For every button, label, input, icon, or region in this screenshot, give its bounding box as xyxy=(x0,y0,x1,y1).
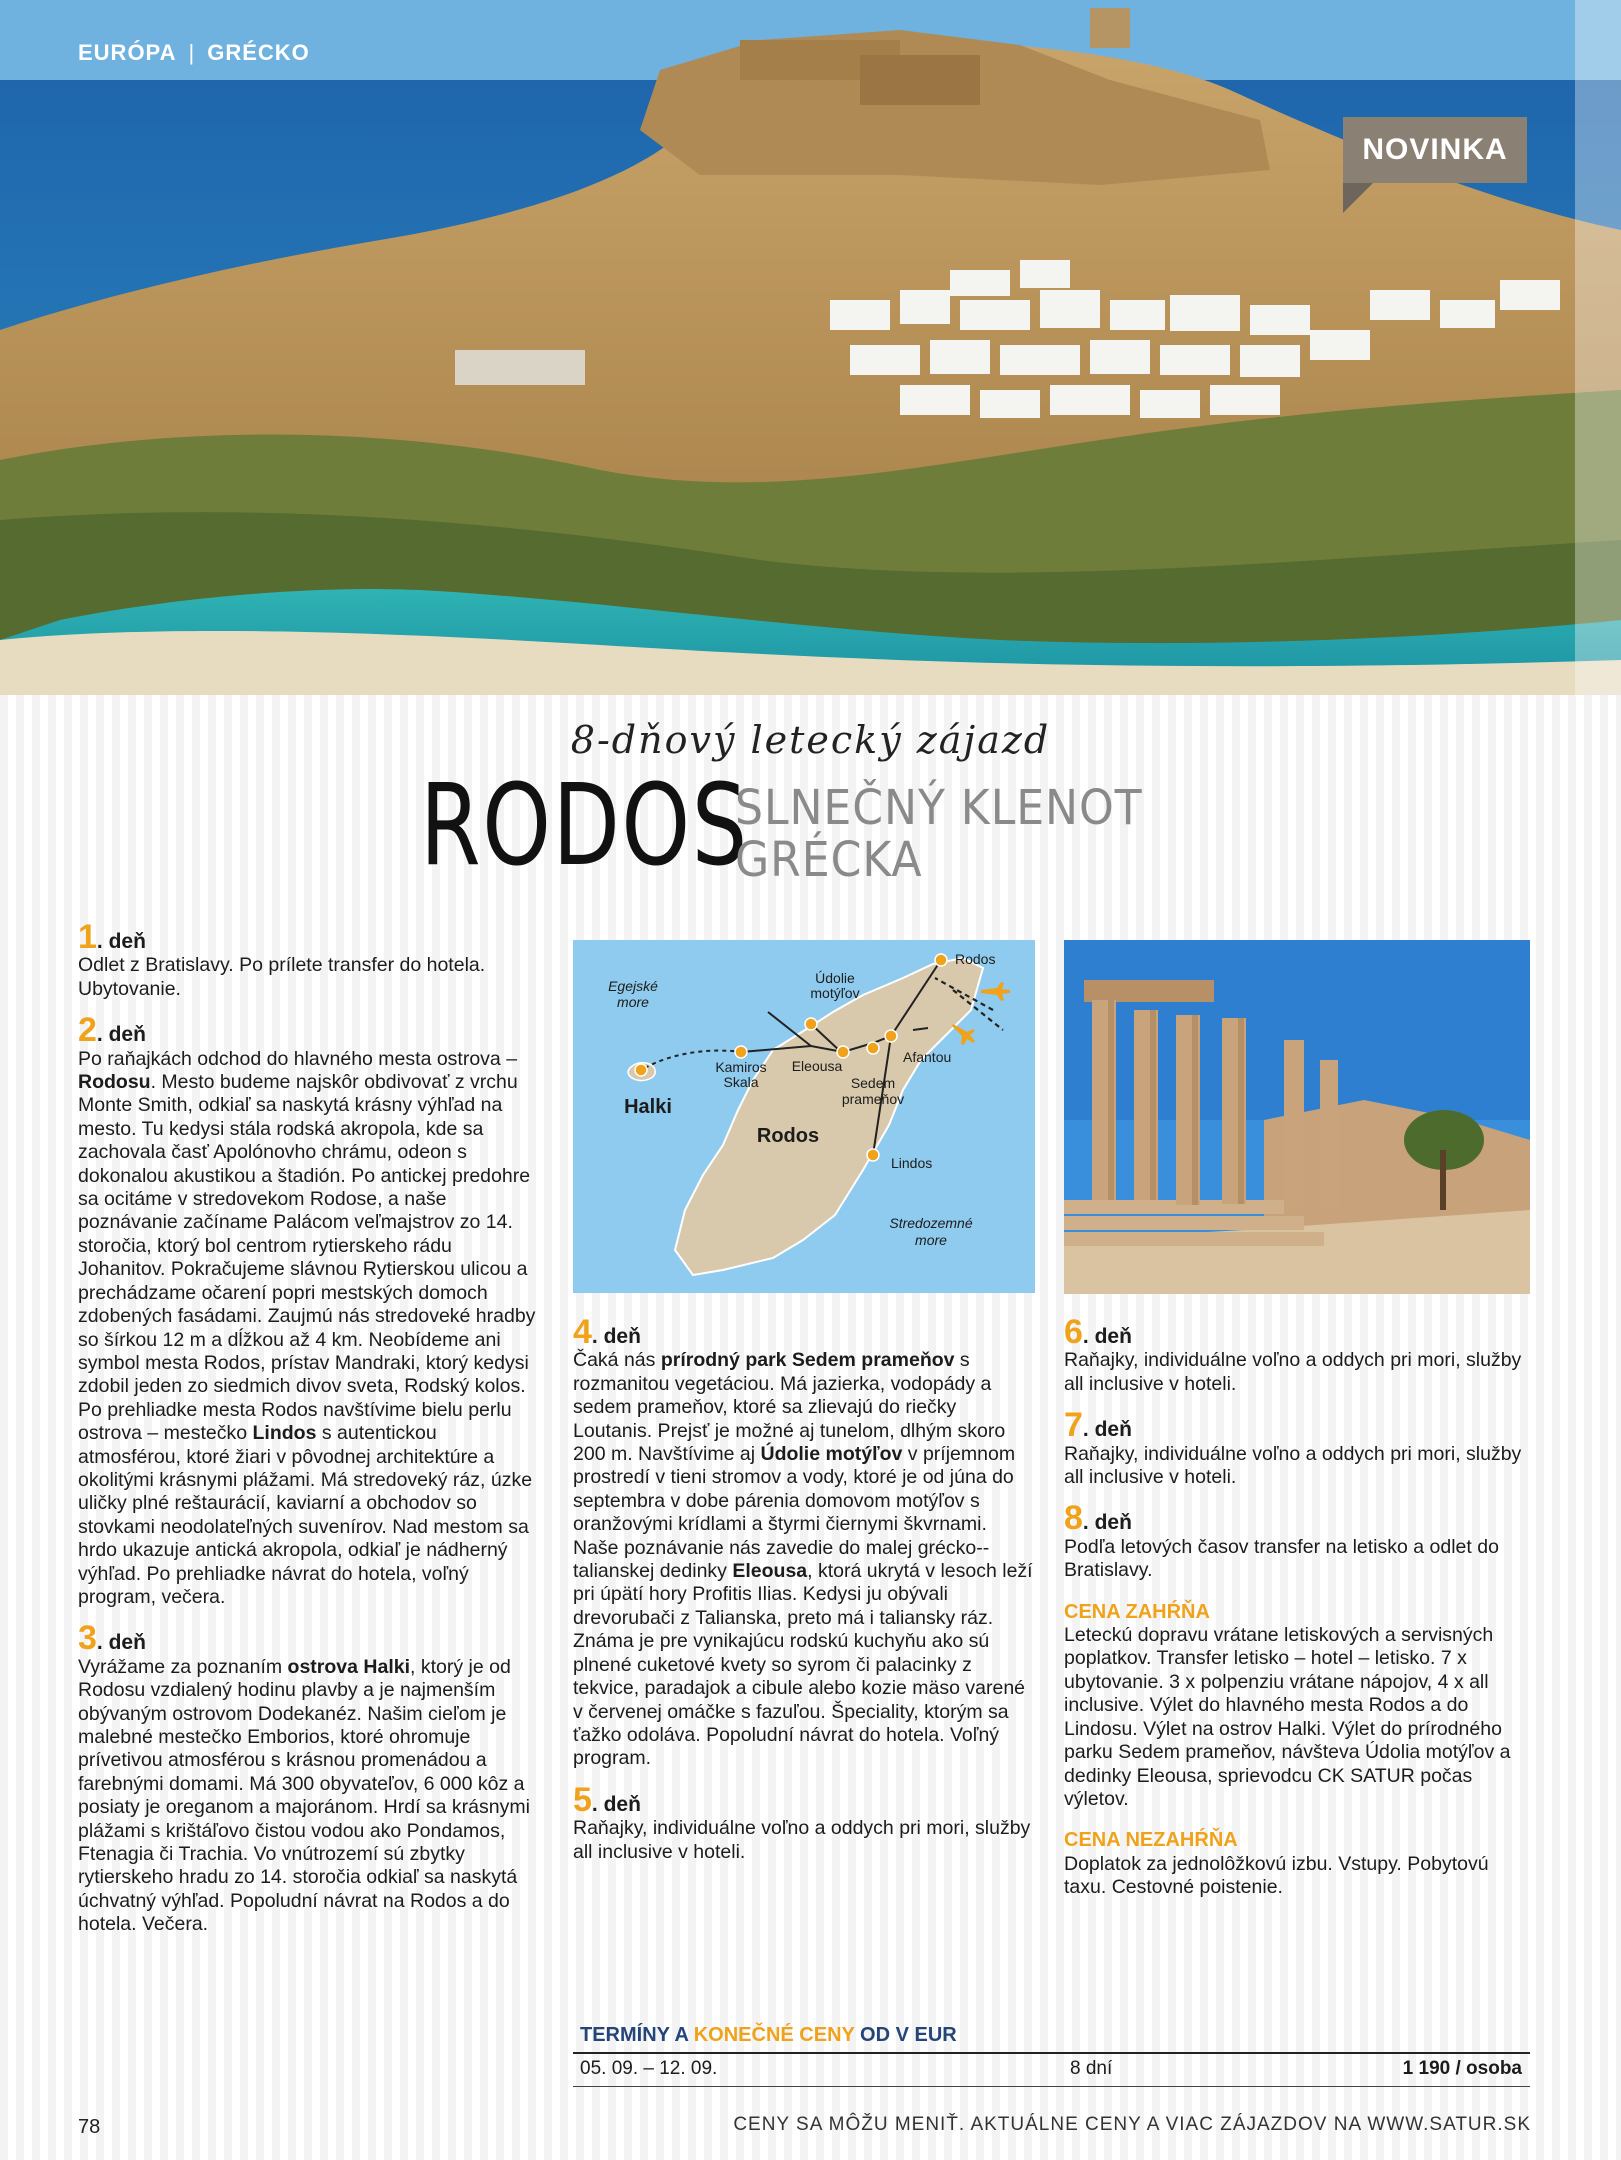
label-island-rodos: Rodos xyxy=(756,1125,820,1147)
excluded-text: Doplatok za jednolôžkovú izbu. Vstupy. Pobytovú taxu. Cestovné poistenie. xyxy=(1064,1852,1489,1899)
label-mediterranean-2: more xyxy=(915,1232,947,1248)
day-4-text: Čaká nás prírodný park Sedem prameňov s rozmanitou vegetáciou. Má jazierka, vodopády a sedem prameňov, ktoré sa zlievajú do riečky Loutanis. Prejsť je možné aj tunelom, dlhým skoro 200 m. Navštívime aj Údolie motýľov v príjemnom prostredí v tieni stromov a vody, ktoré je od júna do septembra v dobe párenia domovom motýľov s oranžovými krídlami a štyrmi čiernymi škvrnami. Naše poznávanie nás zavedie do malej grécko--talianskej dedinky Eleousa, ktorá ukrytá v lesoch leží pri úpätí hory Profitis Ilias. Kedysi ju obývali drevorubači z Talianska, preto má i taliansky ráz. Známa je pre vynikajúcu rodskú kuchyňu ako sú plnené cuketové kvety so syrom či palacinky z tekvice, paradajok a cibule alebo kozie mäso varené v červenej omáčke s fazuľou. Špeciality, ktorým sa ťažko odoláva. Popoludní návrat do hotela. Voľný program. xyxy=(573,1349,1033,1770)
rhodes-map-svg xyxy=(573,940,1035,1293)
label-kamiros-1: Kamiros xyxy=(715,1059,767,1075)
price-amount: 1 190 / osoba xyxy=(1402,2058,1522,2079)
excluded-title: CENA NEZAHŔŇA xyxy=(1064,1829,1238,1852)
label-springs-2: prameňov xyxy=(841,1091,905,1107)
day-label: . deň xyxy=(1082,1418,1132,1442)
point-rodos-town[interactable] xyxy=(935,954,947,966)
route-map xyxy=(573,940,1035,1293)
title-tagline xyxy=(735,782,1143,886)
tour-type-subtitle: 8-dňový letecký zájazd xyxy=(570,718,1051,762)
label-lindos: Lindos xyxy=(891,1155,933,1171)
included-title: CENA ZAHŔŇA xyxy=(1064,1600,1210,1623)
day-7-text: Raňajky, individuálne voľno a oddych pri mori, služby all inclusive v hoteli. xyxy=(1064,1442,1522,1489)
breadcrumb xyxy=(78,40,310,66)
page-number: 78 xyxy=(78,2116,101,2138)
day-3-heading xyxy=(78,1619,540,1658)
breadcrumb-separator: | xyxy=(188,40,196,65)
day-label: . deň xyxy=(591,1325,641,1348)
day-label: . deň xyxy=(96,1631,146,1655)
acropolis-photo xyxy=(1064,940,1530,1294)
day-number: 4 xyxy=(573,1313,592,1351)
itinerary-column-1 xyxy=(78,918,540,1937)
included-text: Leteckú dopravu vrátane letiskových a servisných poplatkov. Transfer letisko – hotel – letisko. 7 x ubytovanie. 3 x polpenziu vrátane nápojov, 4 x all inclusive. Výlet do hlavného mesta Rodos a do Lindosu. Výlet na ostrov Halki. Výlet do prírodného parku Sedem prameňov, návšteva Údolia motýľov a dedinky Eleousa, sprievodcu CK SATUR počas výletov. xyxy=(1064,1624,1511,1810)
plane-icon xyxy=(952,1024,975,1045)
point-kamiros[interactable] xyxy=(735,1046,747,1058)
day-number: 8 xyxy=(1064,1499,1083,1538)
label-eleousa: Eleousa xyxy=(791,1058,843,1074)
highlight-rodos: Rodosu xyxy=(78,1071,151,1094)
breadcrumb-region[interactable]: EURÓPA xyxy=(78,40,177,65)
label-valley-1: Údolie xyxy=(815,970,855,986)
temple-columns-illustration xyxy=(1064,940,1530,1294)
day-label: . deň xyxy=(96,930,146,953)
day-number: 6 xyxy=(1064,1313,1083,1351)
day-5-heading xyxy=(573,1780,1035,1819)
footer-note: CENY SA MÔŽU MENIŤ. AKTUÁLNE CENY A VIAC ZÁJAZDOV NA WWW.SATUR.SK xyxy=(733,2114,1531,2135)
itinerary-column-2 xyxy=(573,1313,1035,1864)
label-aegean-2: more xyxy=(617,994,649,1010)
highlight-halki: ostrova Halki xyxy=(287,1655,411,1678)
day-8-heading xyxy=(1064,1499,1526,1538)
label-valley-2: motýľov xyxy=(810,985,860,1001)
plane-icon xyxy=(981,982,1010,1001)
point-halki[interactable] xyxy=(635,1064,647,1076)
day-6-heading xyxy=(1064,1313,1526,1351)
highlight-valley: Údolie motýľov xyxy=(760,1443,903,1466)
table-row xyxy=(580,2058,1522,2084)
day-2-heading xyxy=(78,1011,540,1050)
day-6-text: Raňajky, individuálne voľno a oddych pri mori, služby all inclusive v hoteli. xyxy=(1064,1349,1522,1395)
page-title: RODOS xyxy=(420,761,749,891)
day-5-text: Raňajky, individuálne voľno a oddych pri mori, služby all inclusive v hoteli. xyxy=(573,1817,1031,1863)
label-rodos-town: Rodos xyxy=(955,951,996,967)
highlight-eleousa: Eleousa xyxy=(732,1560,808,1583)
price-table-bottom-divider xyxy=(573,2086,1530,2087)
price-length: 8 dní xyxy=(1070,2058,1113,2079)
tagline-line-2: GRÉCKA xyxy=(735,832,923,888)
label-mediterranean-1: Stredozemné xyxy=(889,1215,973,1231)
highlight-park: prírodný park Sedem prameňov xyxy=(660,1349,955,1372)
day-number: 5 xyxy=(573,1780,592,1819)
day-label: . deň xyxy=(96,1023,146,1047)
hero-photo xyxy=(0,0,1621,695)
label-springs-1: Sedem xyxy=(850,1075,896,1091)
day-1-heading xyxy=(78,918,540,956)
price-table-heading: TERMÍNY A KONEČNÉ CENY OD V EUR xyxy=(580,2024,957,2046)
label-afantou: Afantou xyxy=(903,1049,952,1065)
tagline-line-1: SLNEČNÝ KLENOT xyxy=(735,780,1143,836)
day-label: . deň xyxy=(1082,1511,1132,1535)
price-table-divider xyxy=(573,2052,1530,2054)
day-2-text: Po raňajkách odchod do hlavného mesta ostrova – Rodosu. Mesto budeme najskôr obdivovať z vrchu Monte Smith, odkiaľ sa naskytá krásny výhľad na mesto. Tu kedysi stála rodská akropola, kde sa zachovala časť Apolónovho chrámu, odeon s dokonalou akustikou a štadión. Po antickej predohre sa ocitáme v stredovekom Rodose, a naše poznávanie začíname Palácom veľmajstrov zo 14. storočia, ktorý bol centrom rytierskeho rádu Johanitov. Pokračujeme slávnou Rytierskou ulicou a prechádzame očarení popri mestských domoch zdobených fasádami. Zaujmú nás stredoveké hradby so šírkou 12 m a dĺžkou až 4 km. Neobídeme ani symbol mesta Rodos, prístav Mandraki, ktorý kedysi zdobil jeden zo siedmich divov sveta, Rodský kolos. Po prehliadke mesta Rodos navštívime bielu perlu ostrova – mestečko Lindos s autentickou atmosférou, ktoré žiari v pôvodnej architektúre a okolitými krásnymi plážami. Má stredoveký ráz, úzke uličky plné reštaurácií, kaviarní a obchodov so stovkami neodolateľných suvenírov. Nad mestom sa hrdo ukazuje antická akropola, odkiaľ je nádherný výhľad. Po prehliadke návrat do hotela, voľný program, večera. xyxy=(78,1047,536,1608)
badge-ribbon-tail xyxy=(1343,183,1373,213)
label-kamiros-2: Skala xyxy=(723,1074,759,1090)
point-eleousa[interactable] xyxy=(837,1046,849,1058)
day-label: . deň xyxy=(1082,1325,1132,1348)
day-label: . deň xyxy=(591,1792,641,1816)
day-number: 7 xyxy=(1064,1406,1083,1445)
point-valley[interactable] xyxy=(805,1018,817,1030)
day-number: 3 xyxy=(78,1619,97,1658)
point-lindos[interactable] xyxy=(867,1149,879,1161)
breadcrumb-country[interactable]: GRÉCKO xyxy=(207,40,310,65)
point-afantou[interactable] xyxy=(885,1030,897,1042)
highlight-lindos: Lindos xyxy=(252,1422,317,1445)
itinerary-column-3 xyxy=(1064,1313,1526,1900)
day-number: 1 xyxy=(78,918,97,956)
lindos-landscape-illustration xyxy=(0,0,1621,695)
day-7-heading xyxy=(1064,1406,1526,1445)
day-number: 2 xyxy=(78,1011,97,1050)
day-4-heading xyxy=(573,1313,1035,1351)
label-aegean-1: Egejské xyxy=(608,978,658,994)
label-island-halki: Halki xyxy=(624,1096,672,1118)
price-heading-highlight: KONEČNÉ CENY xyxy=(693,2024,855,2046)
novinka-badge: NOVINKA xyxy=(1343,117,1527,183)
day-1-text: Odlet z Bratislavy. Po prílete transfer do hotela. Ubytovanie. xyxy=(78,954,486,1000)
point-springs[interactable] xyxy=(867,1042,879,1054)
day-8-text: Podľa letových časov transfer na letisko a odlet do Bratislavy. xyxy=(1064,1535,1499,1582)
price-dates: 05. 09. – 12. 09. xyxy=(580,2058,718,2079)
day-3-text: Vyrážame za poznaním ostrova Halki, ktorý je od Rodosu vzdialený hodinu plavby a je najmenším obývaným ostrovom Dodekanéz. Našim cieľom je malebné mestečko Emborios, ktoré ohromuje prívetivou atmosférou s krásnou promenádou a farebnými domami. Má 300 obyvateľov, 6 000 kôz a posiaty je oreganom a majoránom. Hrdí sa krásnymi plážami s krištáľovo čistou vodou ako Pondamos, Ftenagia či Trachia. Vo vnútrozemí sú zbytky rytierskeho hradu zo 14. storočia odkiaľ sa naskytá úchvatný výhľad. Popoludní návrat na Rodos a do hotela. Večera. xyxy=(78,1655,530,1936)
